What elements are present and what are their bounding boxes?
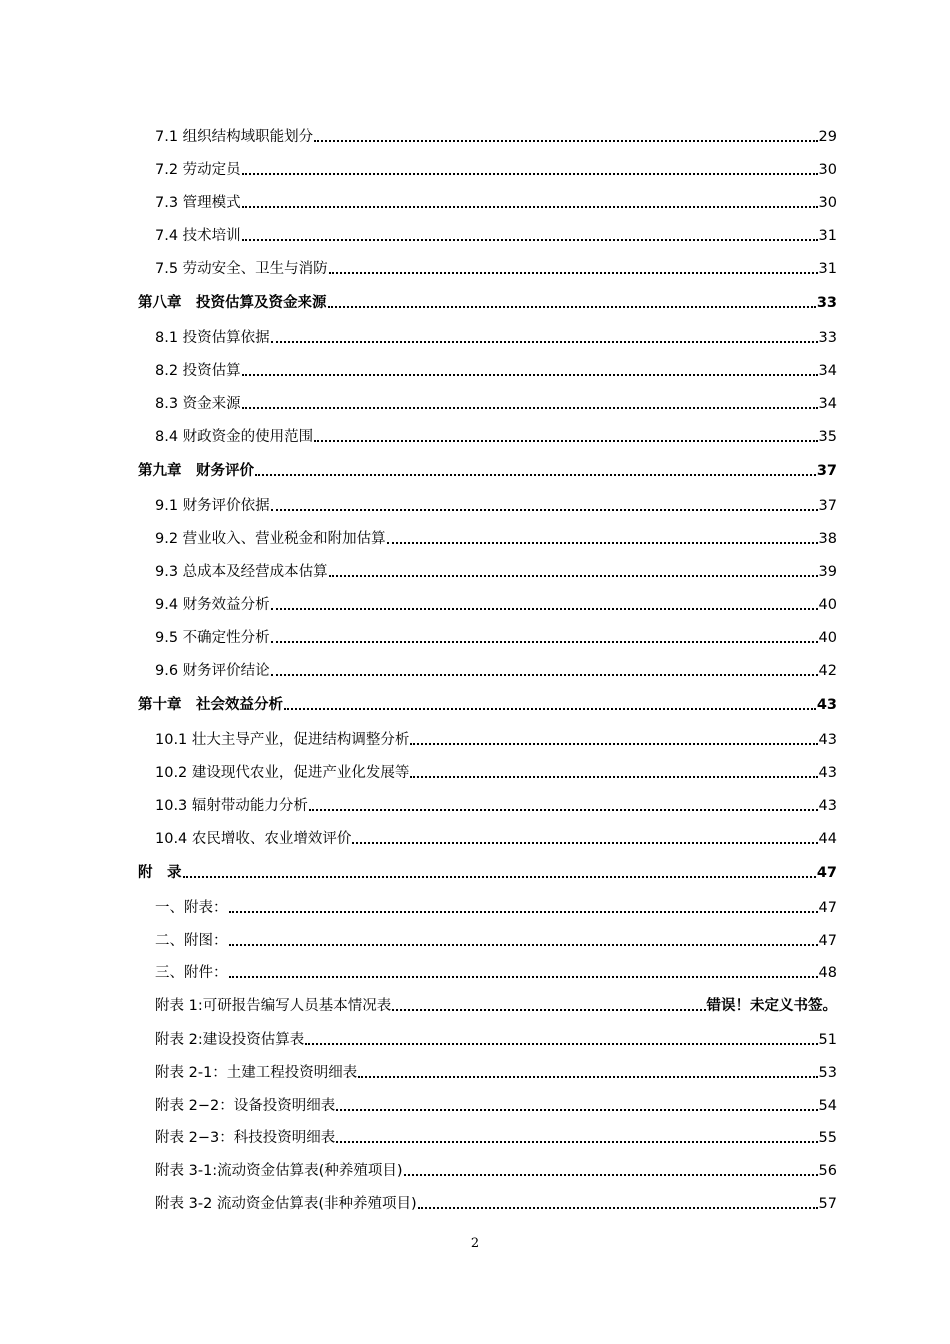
toc-entry-page: 35 [818,429,837,445]
toc-entry-title: 三、附件： [155,965,228,981]
toc-dot-leader [418,1207,818,1209]
toc-entry-title: 附表 2:建设投资估算表 [155,1032,305,1048]
toc-section-entry[interactable] [155,1058,837,1082]
page-number: 2 [470,1236,480,1251]
toc-entry-title: 附表 2−2：设备投资明细表 [155,1098,336,1114]
toc-dot-leader [314,440,817,442]
toc-dot-leader [242,407,818,409]
toc-entry-title: 9.1 财务评价依据 [155,498,270,514]
toc-section-entry[interactable] [155,590,837,614]
toc-dot-leader [242,239,818,241]
toc-dot-leader [284,708,816,710]
toc-entry-title: 7.5 劳动安全、卫生与消防 [155,261,328,277]
toc-section-entry[interactable] [155,188,837,212]
toc-chapter-entry[interactable] [138,858,837,882]
toc-chapter-entry[interactable] [138,690,837,714]
toc-entry-page: 47 [816,865,837,881]
toc-dot-leader [229,911,818,913]
toc-dot-leader [242,173,818,175]
toc-section-entry[interactable] [155,557,837,581]
toc-entry-title: 一、附表： [155,900,228,916]
toc-dot-leader [271,509,818,511]
toc-entry-title: 9.2 营业收入、营业税金和附加估算 [155,531,386,547]
toc-entry-title: 附表 3-1:流动资金估算表(种养殖项目) [155,1163,403,1179]
toc-entry-title: 7.4 技术培训 [155,228,241,244]
toc-dot-leader [271,641,818,643]
toc-entry-title: 第十章 社会效益分析 [138,697,283,713]
toc-entry-title: 10.1 壮大主导产业，促进结构调整分析 [155,732,410,748]
toc-dot-leader [404,1174,818,1176]
toc-entry-page: 38 [818,531,837,547]
toc-entry-title: 9.4 财务效益分析 [155,597,270,613]
toc-entry-title: 附表 2−3：科技投资明细表 [155,1130,336,1146]
toc-section-entry[interactable] [155,656,837,680]
toc-section-entry[interactable] [155,623,837,647]
toc-section-entry[interactable] [155,991,837,1015]
toc-section-entry[interactable] [155,791,837,815]
toc-entry-title: 8.4 财政资金的使用范围 [155,429,314,445]
toc-dot-leader [328,306,816,308]
toc-section-entry[interactable] [155,122,837,146]
toc-section-entry[interactable] [155,389,837,413]
toc-entry-title: 附 录 [138,865,182,881]
toc-entry-title: 8.1 投资估算依据 [155,330,270,346]
toc-dot-leader [392,1009,705,1011]
toc-entry-title: 附表 1:可研报告编写人员基本情况表 [155,998,392,1014]
toc-section-entry[interactable] [155,926,837,950]
toc-dot-leader [255,474,816,476]
toc-chapter-entry[interactable] [138,288,837,312]
toc-section-entry[interactable] [155,893,837,917]
toc-dot-leader [305,1043,817,1045]
toc-entry-page: 47 [818,900,837,916]
toc-dot-leader [410,776,817,778]
toc-entry-page: 37 [818,498,837,514]
toc-entry-title: 9.6 财务评价结论 [155,663,270,679]
toc-section-entry[interactable] [155,221,837,245]
toc-entry-title: 附表 2-1：土建工程投资明细表 [155,1065,358,1081]
toc-entry-page: 53 [818,1065,837,1081]
toc-entry-page: 30 [818,162,837,178]
toc-dot-leader [358,1076,817,1078]
toc-dot-leader [387,542,818,544]
toc-dot-leader [329,272,818,274]
toc-entry-title: 7.3 管理模式 [155,195,241,211]
toc-entry-title: 10.4 农民增收、农业增效评价 [155,831,352,847]
toc-entry-page: 44 [818,831,837,847]
toc-dot-leader [242,206,818,208]
toc-entry-page: 34 [818,396,837,412]
toc-entry-page: 55 [818,1130,837,1146]
toc-entry-title: 7.1 组织结构域职能划分 [155,129,314,145]
toc-entry-page: 33 [818,330,837,346]
toc-entry-title: 9.3 总成本及经营成本估算 [155,564,328,580]
toc-section-entry[interactable] [155,491,837,515]
toc-dot-leader [271,341,818,343]
toc-entry-page: 47 [818,933,837,949]
toc-entry-page: 48 [818,965,837,981]
toc-section-entry[interactable] [155,725,837,749]
toc-dot-leader [242,374,818,376]
toc-section-entry[interactable] [155,422,837,446]
toc-entry-title: 10.2 建设现代农业，促进产业化发展等 [155,765,410,781]
toc-dot-leader [314,140,817,142]
toc-entry-title: 9.5 不确定性分析 [155,630,270,646]
toc-dot-leader [410,743,817,745]
toc-entry-title: 第八章 投资估算及资金来源 [138,295,327,311]
toc-section-entry[interactable] [155,1156,837,1180]
toc-section-entry[interactable] [155,155,837,179]
toc-entry-title: 二、附图： [155,933,228,949]
toc-entry-page: 54 [818,1098,837,1114]
toc-section-entry[interactable] [155,1091,837,1115]
toc-entry-page: 39 [818,564,837,580]
toc-entry-page: 37 [816,463,837,479]
toc-section-entry[interactable] [155,758,837,782]
toc-section-entry[interactable] [155,824,837,848]
toc-dot-leader [229,944,818,946]
toc-section-entry[interactable] [155,323,837,347]
toc-entry-page: 51 [818,1032,837,1048]
toc-section-entry[interactable] [155,1025,837,1049]
toc-dot-leader [329,575,818,577]
toc-entry-page: 错误！未定义书签。 [706,998,837,1014]
toc-entry-page: 56 [818,1163,837,1179]
toc-dot-leader [309,809,818,811]
toc-entry-title: 第九章 财务评价 [138,463,254,479]
toc-section-entry[interactable] [155,1123,837,1147]
toc-entry-title: 8.2 投资估算 [155,363,241,379]
toc-dot-leader [352,842,817,844]
toc-entry-page: 31 [818,261,837,277]
toc-entry-page: 42 [818,663,837,679]
toc-entry-page: 43 [818,765,837,781]
toc-dot-leader [271,674,818,676]
toc-section-entry[interactable] [155,524,837,548]
toc-entry-page: 31 [818,228,837,244]
toc-dot-leader [183,876,816,878]
toc-dot-leader [336,1141,817,1143]
toc-entry-page: 57 [818,1196,837,1212]
toc-entry-page: 43 [816,697,837,713]
toc-entry-page: 33 [816,295,837,311]
toc-entry-title: 10.3 辐射带动能力分析 [155,798,308,814]
toc-chapter-entry[interactable] [138,456,837,480]
toc-dot-leader [229,976,818,978]
toc-dot-leader [336,1109,817,1111]
toc-entry-title: 8.3 资金来源 [155,396,241,412]
toc-dot-leader [271,608,818,610]
toc-entry-title: 7.2 劳动定员 [155,162,241,178]
toc-entry-page: 43 [818,732,837,748]
toc-section-entry[interactable] [155,958,837,982]
toc-entry-page: 30 [818,195,837,211]
toc-section-entry[interactable] [155,254,837,278]
toc-section-entry[interactable] [155,356,837,380]
toc-entry-title: 附表 3-2 流动资金估算表(非种养殖项目) [155,1196,417,1212]
toc-entry-page: 34 [818,363,837,379]
toc-entry-page: 40 [818,630,837,646]
toc-section-entry[interactable] [155,1189,837,1213]
toc-entry-page: 40 [818,597,837,613]
toc-entry-page: 43 [818,798,837,814]
toc-entry-page: 29 [818,129,837,145]
